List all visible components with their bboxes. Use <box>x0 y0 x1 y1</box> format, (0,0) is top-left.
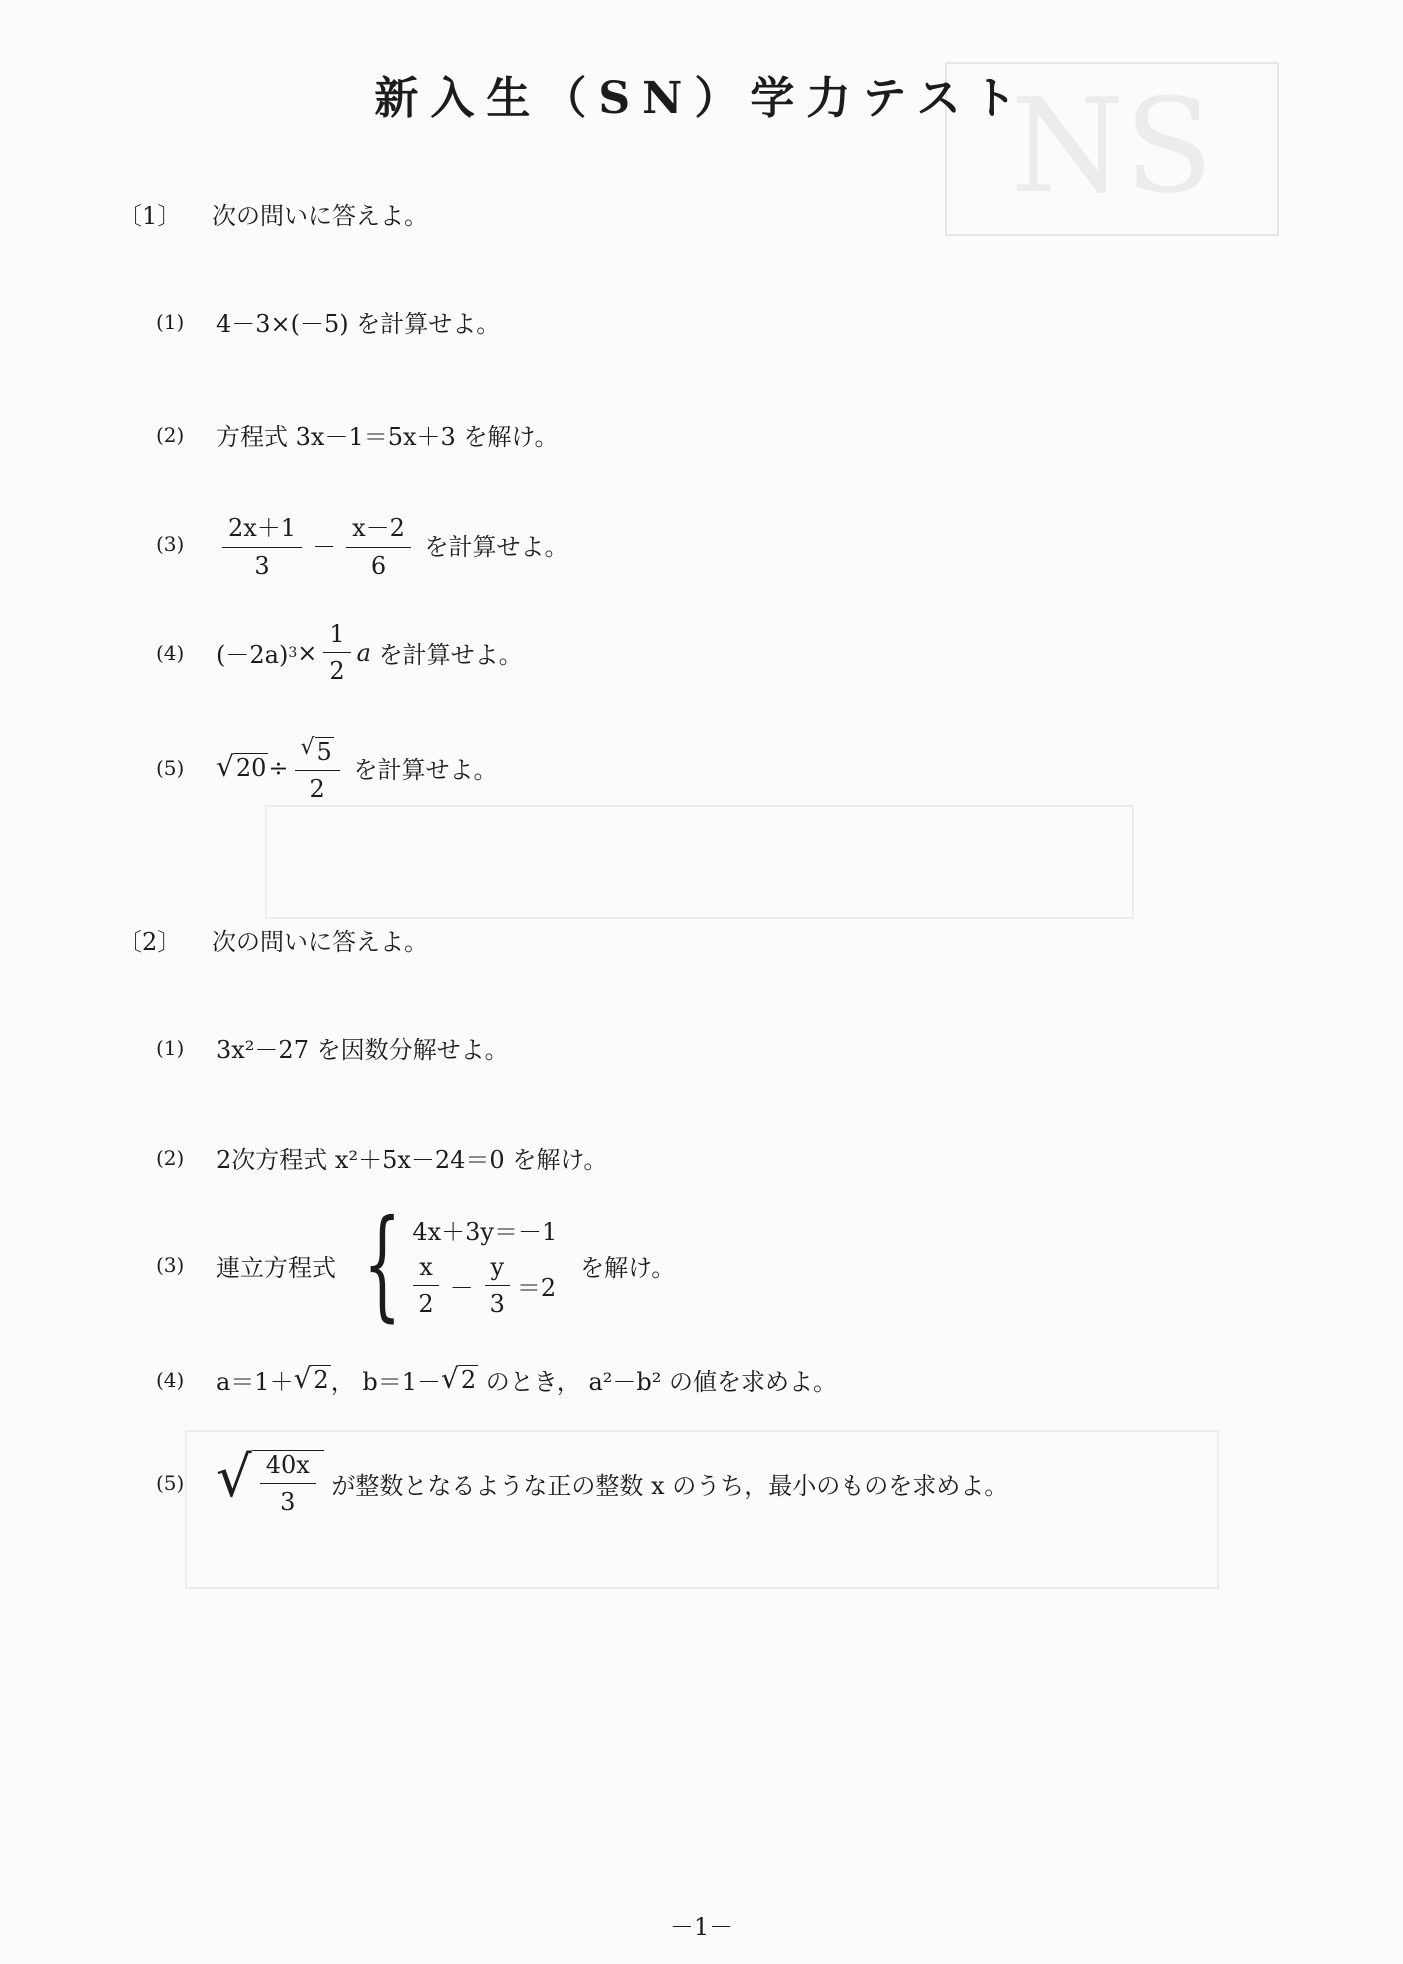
square-root: √ 2 <box>440 1362 477 1395</box>
fraction: √ 5 2 <box>295 732 340 803</box>
section-prompt: 次の問いに答えよ。 <box>212 202 428 230</box>
fraction: $\frac{2x+1}{3}$ <box>222 508 302 580</box>
section-number: 〔1〕 <box>118 202 182 230</box>
equation-1: 4x＋3y＝－1 <box>412 1218 558 1246</box>
question-1-1: (1) 4－3×(－5) を計算せよ。 <box>156 304 500 339</box>
equation-rhs: ＝5x＋3 <box>363 423 456 451</box>
fraction: $\frac{1}{2}$ <box>323 620 350 685</box>
show-through-frame <box>265 805 1134 919</box>
section-prompt: 次の問いに答えよ。 <box>212 928 428 956</box>
question-1-2: (2) 方程式 3x－1 ＝5x＋3 を解け。 <box>156 417 558 452</box>
page-number: －1－ <box>669 1913 734 1941</box>
equation: x²＋5x－24＝0 <box>334 1146 505 1174</box>
section-1-heading <box>118 196 428 231</box>
question-1-5: (5) √ 20 ÷ √ 5 2 を計算せよ。 <box>156 732 497 803</box>
equation-system <box>344 1195 558 1334</box>
question-2-3: (3) 連立方程式 { 4x＋3y＝－1 $\frac{x}{2}$ － $\frac{y}{3}$ ＝2 を解け。 <box>156 1195 676 1334</box>
brace: { <box>363 1195 402 1334</box>
question-2-5: (5) √ $\frac{40x}{3}$ が整数となるような正の整数 x のうち，最小のものを求めよ。 <box>156 1445 1009 1516</box>
equation-2: $\frac{x}{2}$ － $\frac{y}{3}$ ＝2 <box>412 1253 557 1318</box>
expression: 3x²－27 <box>216 1036 309 1064</box>
question-1-3: (3) $\frac{2x+1}{3}$ － $\frac{x-2}{6}$ を計算せよ。 <box>156 508 569 580</box>
show-through-sn-box: NS <box>945 62 1279 236</box>
section-number: 〔2〕 <box>118 928 182 956</box>
fraction: $\frac{x-2}{6}$ <box>346 508 411 580</box>
question-2-4: (4) a＝1＋ √ 2 ， b＝1－ √ 2 のとき， a²－b² の値を求めよ。 <box>156 1362 837 1396</box>
question-2-1: (1) 3x²－27 を因数分解せよ。 <box>156 1030 509 1065</box>
question-1-4: (4) (－2a) 3 × $\frac{1}{2}$ a を計算せよ。 <box>156 620 523 685</box>
section-2-heading <box>118 922 428 957</box>
expression: a²－b² <box>588 1368 662 1396</box>
square-root: √ 2 <box>293 1362 329 1395</box>
page-title: 新入生（SN）学力テスト <box>374 73 1029 124</box>
equation-lhs: 3x－1 <box>295 423 364 451</box>
square-root: √ 20 <box>216 750 267 783</box>
square-root: √ $\frac{40x}{3}$ <box>216 1450 324 1516</box>
expression: 4－3×(－5) <box>216 310 349 338</box>
question-2-2: (2) 2次方程式 x²＋5x－24＝0 を解け。 <box>156 1140 607 1175</box>
